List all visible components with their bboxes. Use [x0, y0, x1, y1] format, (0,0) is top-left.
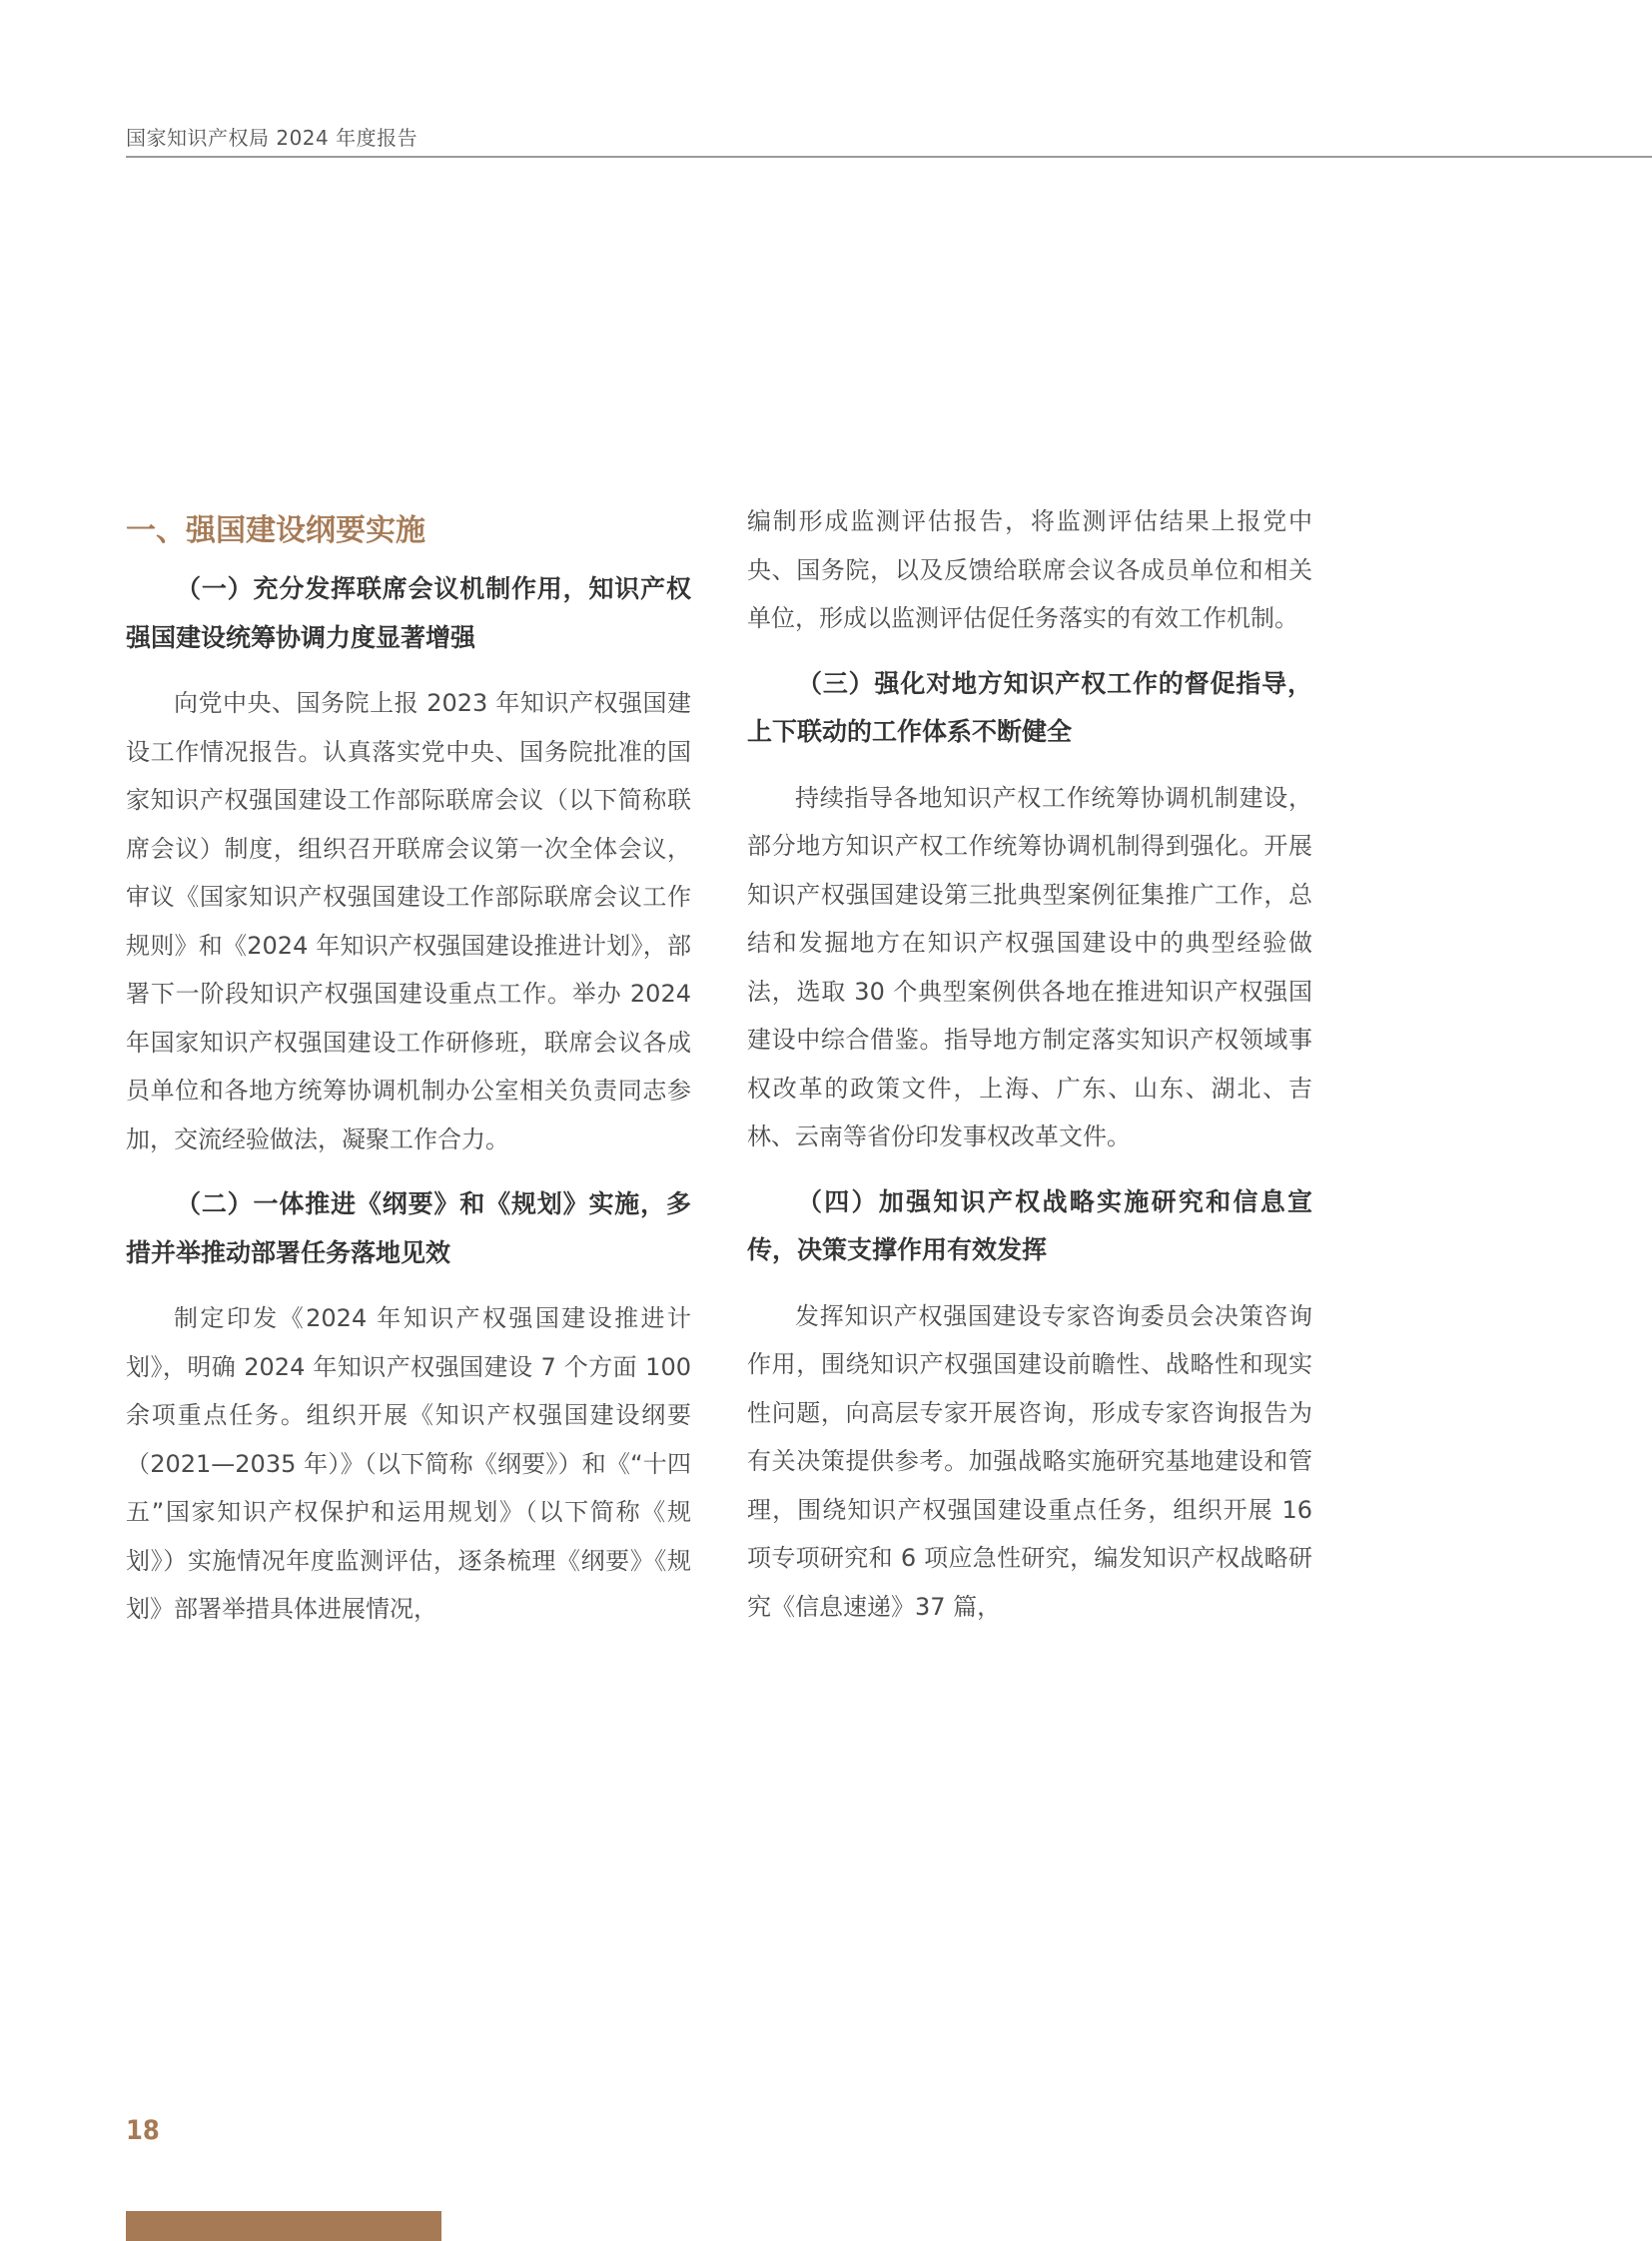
paragraph-2-continued: 编制形成监测评估报告，将监测评估结果上报党中央、国务院，以及反馈给联席会议各成员单位和相关单位，形成以监测评估促任务落实的有效工作机制。: [747, 507, 1312, 632]
subsection-heading-1: （一）充分发挥联席会议机制作用，知识产权强国建设统筹协调力度显著增强: [126, 574, 691, 652]
subsection-heading-4: （四）加强知识产权战略实施研究和信息宣传，决策支撑作用有效发挥: [747, 1186, 1312, 1264]
page-number: 18: [126, 2115, 160, 2146]
subsection-heading-2: （二）一体推进《纲要》和《规划》实施，多措并举推动部署任务落地见效: [126, 1189, 691, 1267]
header-divider: [126, 156, 1652, 158]
section-heading: 一、强国建设纲要实施: [126, 513, 425, 548]
paragraph-4: 发挥知识产权强国建设专家咨询委员会决策咨询作用，围绕知识产权强国建设前瞻性、战略性和现实性问题，向高层专家开展咨询，形成专家咨询报告为有关决策提供参考。加强战略实施研究基地建设和管理，围绕知识产权强国建设重点任务，组织开展 16 项专项研究和 6 项应急性研究，编发知识产权战略研究《信息速递》37 篇，: [747, 1301, 1312, 1621]
left-column: [126, 497, 691, 1651]
paragraph-3: 持续指导各地知识产权工作统筹协调机制建设，部分地方知识产权工作统筹协调机制得到强化。开展知识产权强国建设第三批典型案例征集推广工作，总结和发掘地方在知识产权强国建设中的典型经验做法，选取 30 个典型案例供各地在推进知识产权强国建设中综合借鉴。指导地方制定落实知识产权领域事权改革的政策文件，上海、广东、山东、湖北、吉林、云南等省份印发事权改革文件。: [747, 783, 1312, 1150]
paragraph-2: 制定印发《2024 年知识产权强国建设推进计划》，明确 2024 年知识产权强国建设 7 个方面 100 余项重点任务。组织开展《知识产权强国建设纲要（2021—2035 年）》（以下简称《纲要》）和《“十四五”国家知识产权保护和运用规划》（以下简称《规划》）实施情况年度监测评估，逐条梳理《纲要》《规划》部署举措具体进展情况，: [126, 1304, 691, 1623]
footer-accent-bar: [126, 2211, 441, 2241]
subsection-heading-3: （三）强化对地方知识产权工作的督促指导，上下联动的工作体系不断健全: [747, 668, 1312, 746]
report-header-title: 国家知识产权局 2024 年度报告: [126, 126, 418, 150]
paragraph-1: 向党中央、国务院上报 2023 年知识产权强国建设工作情况报告。认真落实党中央、国务院批准的国家知识产权强国建设工作部际联席会议（以下简称联席会议）制度，组织召开联席会议第一次全体会议，审议《国家知识产权强国建设工作部际联席会议工作规则》和《2024 年知识产权强国建设推进计划》，部署下一阶段知识产权强国建设重点工作。举办 2024 年国家知识产权强国建设工作研修班，联席会议各成员单位和各地方统筹协调机制办公室相关负责同志参加，交流经验做法，凝聚工作合力。: [126, 689, 691, 1153]
right-column: [747, 497, 1312, 1648]
